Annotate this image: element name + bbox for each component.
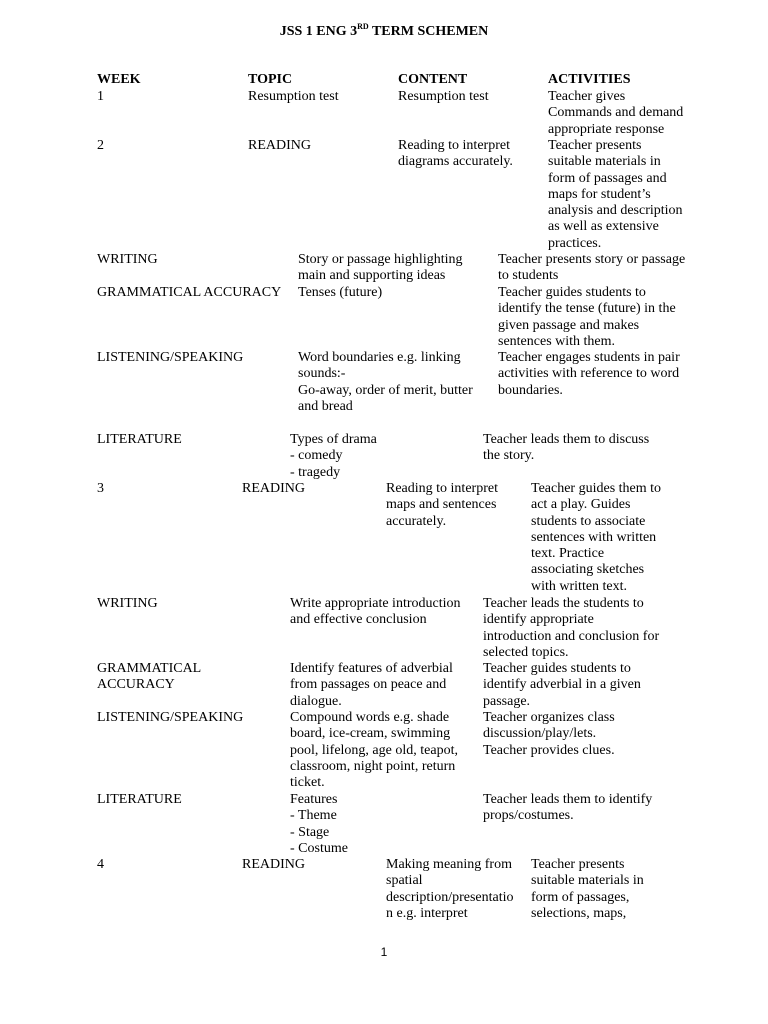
header-topic: TOPIC: [248, 72, 293, 87]
content-cell: Word boundaries e.g. linking sounds:- Go-away, order of merit, butter and bread: [298, 350, 473, 414]
title-superscript: RD: [357, 22, 369, 31]
activities-cell: Teacher leads them to discuss the story.: [483, 432, 650, 464]
topic-cell: LITERATURE: [97, 792, 182, 807]
week-cell: 2: [97, 138, 104, 153]
content-cell: Story or passage highlighting main and supporting ideas: [298, 252, 463, 284]
content-cell: Making meaning from spatial description/presentatio n e.g. interpret: [386, 857, 514, 921]
header-content: CONTENT: [398, 72, 468, 87]
content-cell: Types of drama - comedy - tragedy: [290, 432, 377, 480]
week-cell: 4: [97, 857, 104, 872]
activities-cell: Teacher guides students to identify the tense (future) in the given passage and makes sentences with them.: [498, 285, 676, 349]
topic-cell: READING: [242, 481, 305, 496]
document-title: [0, 24, 768, 40]
activities-cell: Teacher guides them to act a play. Guides students to associate sentences with written text. Practice associating sketches with written text.: [531, 481, 662, 594]
topic-cell: WRITING: [97, 252, 158, 267]
header-activities: ACTIVITIES: [548, 72, 631, 87]
topic-cell: GRAMMATICAL ACCURACY: [97, 285, 282, 300]
title-main: JSS 1 ENG 3: [279, 24, 358, 39]
activities-cell: Teacher presents suitable materials in form of passages, selections, maps,: [531, 857, 644, 921]
header-week: WEEK: [97, 72, 141, 87]
topic-cell: READING: [242, 857, 305, 872]
content-cell: Compound words e.g. shade board, ice-cream, swimming pool, lifelong, age old, teapot, classroom, night point, return ticket.: [290, 710, 458, 791]
activities-cell: Teacher leads the students to identify appropriate introduction and conclusion for selected topics.: [483, 596, 660, 660]
topic-cell: GRAMMATICAL ACCURACY: [97, 661, 202, 693]
content-cell: Identify features of adverbial from passages on peace and dialogue.: [290, 661, 453, 709]
content-cell: Write appropriate introduction and effective conclusion: [290, 596, 461, 628]
content-cell: Features - Theme - Stage - Costume: [290, 792, 348, 856]
title-tail: TERM SCHEMEN: [368, 24, 489, 39]
week-cell: 3: [97, 481, 104, 496]
week-cell: 1: [97, 89, 104, 104]
activities-cell: Teacher leads them to identify props/costumes.: [483, 792, 653, 824]
content-cell: Reading to interpret maps and sentences accurately.: [386, 481, 498, 529]
activities-cell: Teacher gives Commands and demand appropriate response: [548, 89, 684, 137]
activities-cell: Teacher organizes class discussion/play/lets. Teacher provides clues.: [483, 710, 615, 758]
topic-cell: READING: [248, 138, 311, 153]
topic-cell: LISTENING/SPEAKING: [97, 710, 244, 725]
topic-cell: LITERATURE: [97, 432, 182, 447]
activities-cell: Teacher presents story or passage to students: [498, 252, 686, 284]
activities-cell: Teacher presents suitable materials in form of passages and maps for student’s analysis and description as well as extensive practices.: [548, 138, 683, 251]
content-cell: Reading to interpret diagrams accurately.: [398, 138, 513, 170]
content-cell: Resumption test: [398, 89, 489, 104]
content-cell: Tenses (future): [298, 285, 383, 300]
page-number: 1: [380, 945, 388, 959]
topic-cell: LISTENING/SPEAKING: [97, 350, 244, 365]
topic-cell: WRITING: [97, 596, 158, 611]
topic-cell: Resumption test: [248, 89, 339, 104]
activities-cell: Teacher guides students to identify adverbial in a given passage.: [483, 661, 641, 709]
activities-cell: Teacher engages students in pair activities with reference to word boundaries.: [498, 350, 680, 398]
